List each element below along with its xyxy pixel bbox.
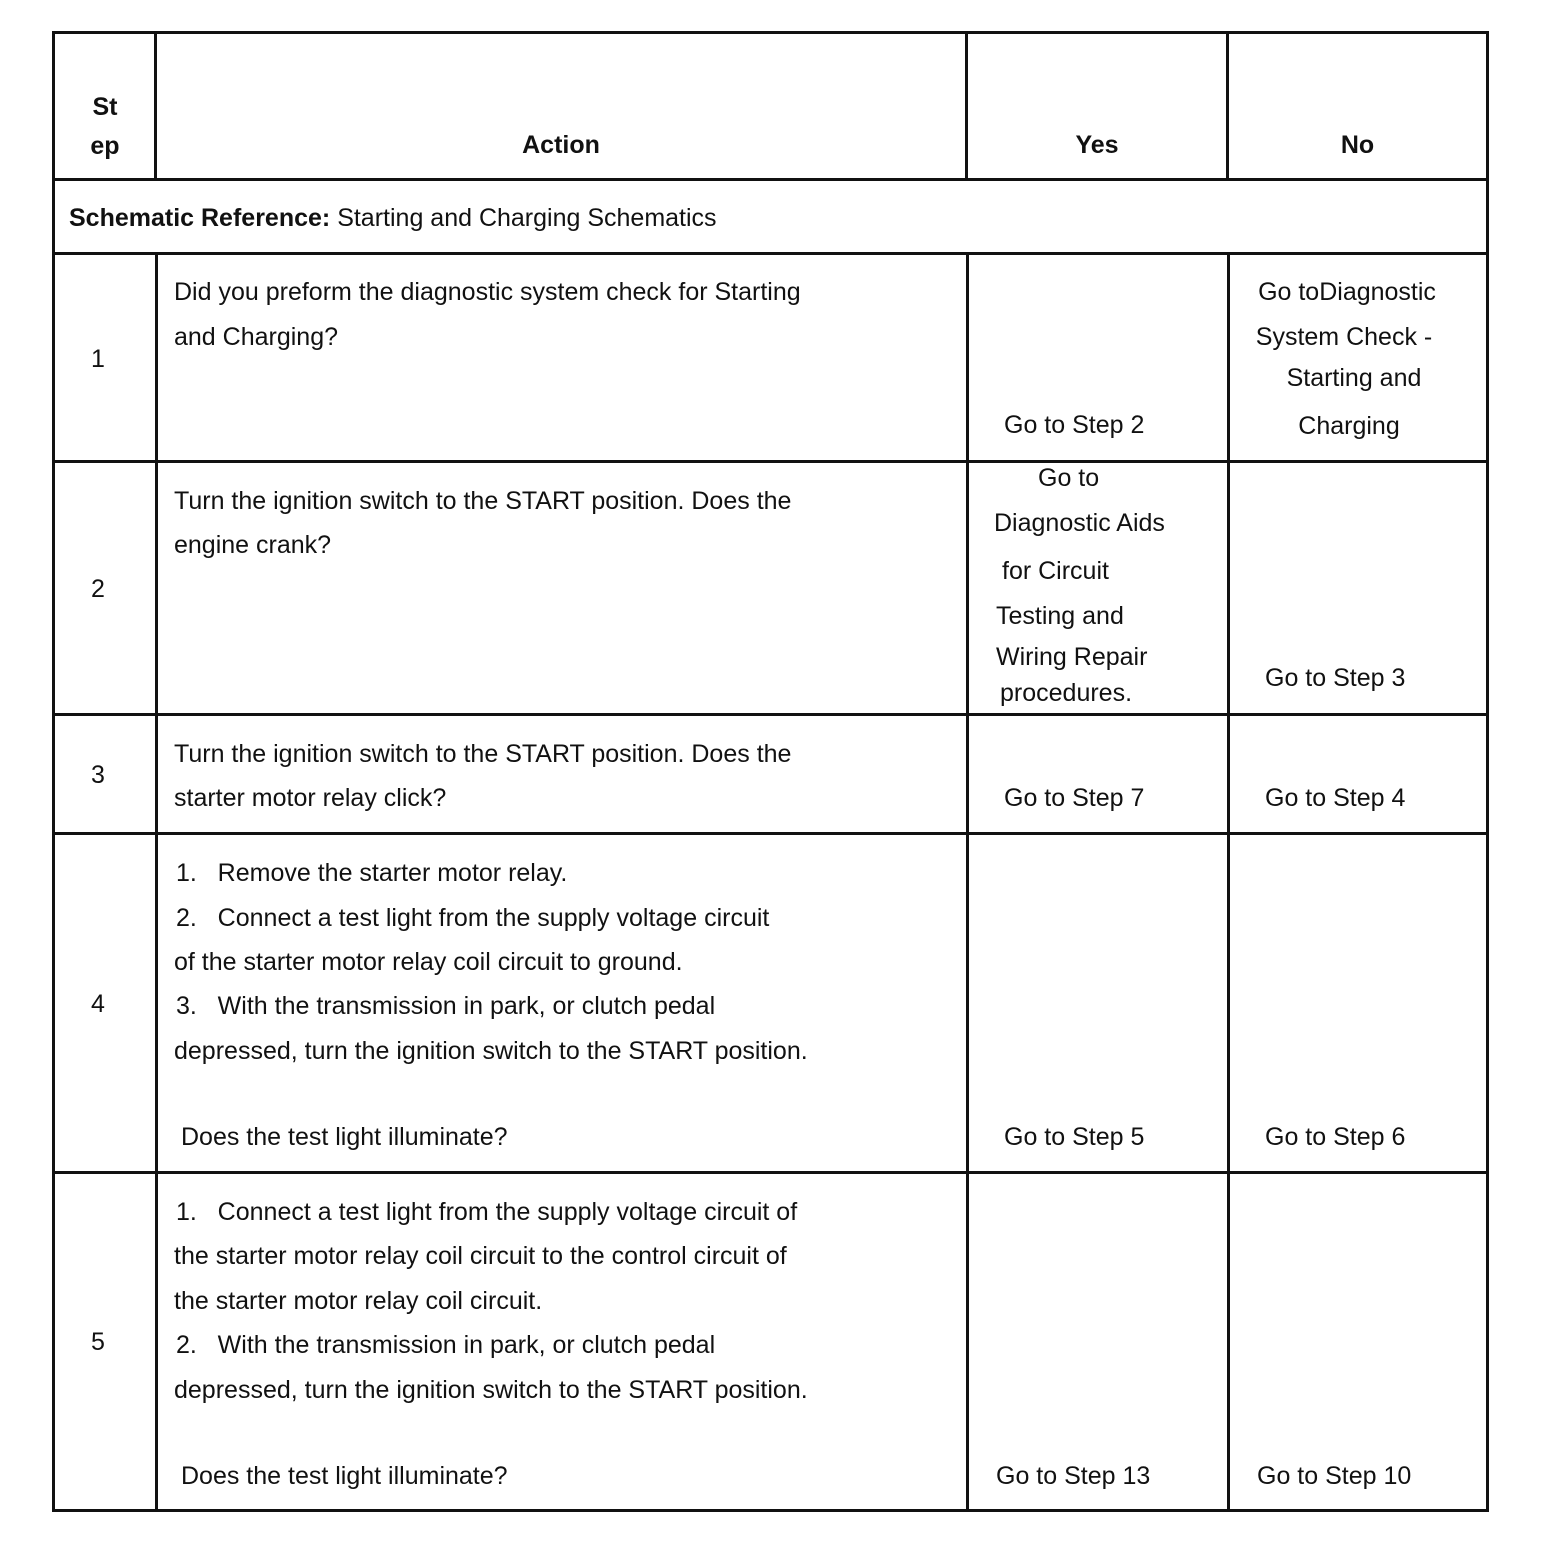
step-number: 3 <box>91 761 105 789</box>
action-line: the starter motor relay coil circuit. <box>174 1287 543 1315</box>
action-line: of the starter motor relay coil circuit to ground. <box>174 948 683 976</box>
yes-line: Diagnostic Aids <box>994 509 1165 537</box>
row-divider <box>53 460 1489 463</box>
action-line: the starter motor relay coil circuit to the control circuit of <box>174 1242 787 1270</box>
schematic-reference <box>69 206 717 231</box>
action-line: and Charging? <box>174 323 339 351</box>
row-divider <box>53 1171 1489 1174</box>
table-border-right <box>1486 31 1489 1512</box>
row-divider <box>53 713 1489 716</box>
no-line: Go to Step 10 <box>1257 1462 1412 1490</box>
header-step-line1: St <box>92 93 118 121</box>
action-line: 1. Connect a test light from the supply voltage circuit of <box>176 1198 798 1226</box>
action-line: Turn the ignition switch to the START position. Does the <box>174 740 792 768</box>
row-divider <box>53 832 1489 835</box>
step-number: 1 <box>91 345 105 373</box>
yes-line: Go to <box>1038 464 1100 492</box>
yes-line: Go to Step 5 <box>1004 1123 1145 1151</box>
schematic-divider <box>53 252 1489 255</box>
column-divider <box>155 252 158 1512</box>
action-line: starter motor relay click? <box>174 784 447 812</box>
header-step-line2: ep <box>90 132 120 160</box>
column-divider <box>966 252 969 1512</box>
yes-line: Testing and <box>996 602 1124 630</box>
no-line: Go to Step 4 <box>1265 784 1406 812</box>
yes-line: Go to Step 7 <box>1004 784 1145 812</box>
yes-line: Go to Step 13 <box>996 1462 1151 1490</box>
header-no: No <box>1340 131 1375 159</box>
step-number: 2 <box>91 575 105 603</box>
no-line: Starting and <box>1286 364 1422 392</box>
yes-line: Wiring Repair <box>996 643 1148 671</box>
no-line: System Check - <box>1255 323 1433 351</box>
column-divider <box>1227 252 1230 1512</box>
no-line: Charging <box>1298 412 1400 440</box>
action-line: 1. Remove the starter motor relay. <box>176 859 568 887</box>
action-line: Does the test light illuminate? <box>181 1123 508 1151</box>
action-line: 2. With the transmission in park, or clutch pedal <box>176 1331 716 1359</box>
table-border-bottom <box>53 1509 1489 1512</box>
action-line: 2. Connect a test light from the supply voltage circuit <box>176 904 770 932</box>
step-number: 4 <box>91 990 105 1018</box>
action-line: Did you preform the diagnostic system check for Starting <box>174 278 801 306</box>
schematic-label: Schematic Reference: <box>69 204 331 232</box>
action-line: Turn the ignition switch to the START position. Does the <box>174 487 792 515</box>
no-line: Go toDiagnostic <box>1258 278 1436 306</box>
yes-line: for Circuit <box>1002 557 1109 585</box>
action-line: depressed, turn the ignition switch to the START position. <box>174 1376 808 1404</box>
action-line: Does the test light illuminate? <box>181 1462 508 1490</box>
header-divider <box>53 178 1489 181</box>
header-action: Action <box>522 131 600 159</box>
no-line: Go to Step 6 <box>1265 1123 1406 1151</box>
step-number: 5 <box>91 1328 105 1356</box>
yes-line: Go to Step 2 <box>1004 411 1145 439</box>
action-line: 3. With the transmission in park, or clutch pedal <box>176 992 716 1020</box>
yes-line: procedures. <box>1000 679 1133 707</box>
no-line: Go to Step 3 <box>1265 664 1406 692</box>
schematic-value: Starting and Charging Schematics <box>337 204 717 232</box>
table-border-top <box>53 31 1489 34</box>
header-yes: Yes <box>1075 131 1119 159</box>
action-line: engine crank? <box>174 531 332 559</box>
action-line: depressed, turn the ignition switch to the START position. <box>174 1037 808 1065</box>
